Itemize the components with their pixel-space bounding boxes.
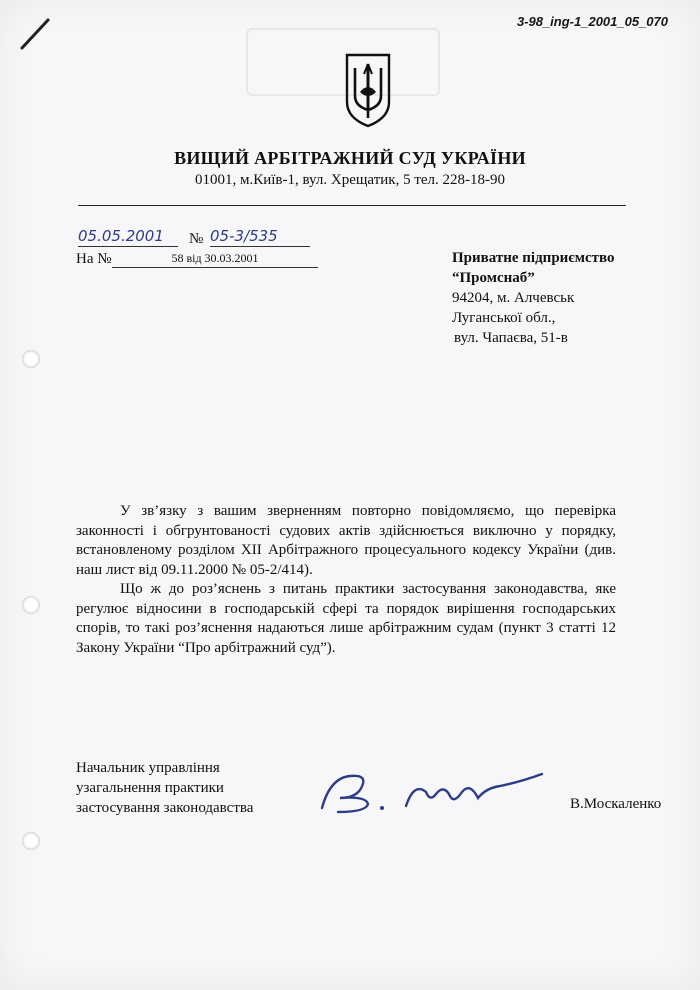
recipient-address-line3: вул. Чапаєва, 51-в — [454, 330, 568, 346]
outgoing-date: 05.05.2001 — [78, 227, 178, 247]
incoming-ref-value: 58 від 30.03.2001 — [112, 251, 318, 268]
punch-hole — [22, 350, 40, 368]
outgoing-number-label: № — [189, 231, 204, 247]
signer-title — [76, 758, 253, 818]
signer-name: В.Москаленко — [570, 796, 662, 812]
incoming-ref-label: На № — [76, 251, 112, 267]
trident-coat-of-arms-icon — [343, 52, 393, 128]
signer-title-line2: узагальнення практики — [76, 780, 224, 796]
pen-stroke-mark — [16, 14, 56, 54]
header-divider — [78, 205, 626, 206]
court-name: ВИЩИЙ АРБІТРАЖНИЙ СУД УКРАЇНИ — [174, 148, 526, 168]
letter-body — [76, 502, 616, 658]
punch-hole — [22, 832, 40, 850]
court-address: 01001, м.Київ-1, вул. Хрещатик, 5 тел. 228-18-90 — [194, 172, 506, 188]
recipient-block — [452, 248, 615, 348]
recipient-name-line1: Приватне підприємство — [452, 250, 615, 266]
recipient-address-line2: Луганської обл., — [452, 310, 556, 326]
outgoing-number: 05-3/535 — [210, 227, 310, 247]
recipient-address-line1: 94204, м. Алчевськ — [452, 290, 575, 306]
body-paragraph-1: У зв’язку з вашим зверненням повторно повідомляємо, що перевірка законності і обгрунтованості судових актів здійснюється виключно у порядку, встановленому розділом XII Арбітражного процесуального кодексу України (див. наш лист від 09.11.2000 № 05-2/414). — [76, 503, 616, 578]
signer-title-line3: застосування законодавства — [76, 800, 254, 816]
recipient-name-line2: “Промснаб” — [452, 270, 535, 286]
handwritten-signature — [310, 768, 570, 818]
punch-hole — [22, 596, 40, 614]
body-paragraph-2: Що ж до роз’яснень з питань практики застосування законодавства, яке регулює відносини в господарській сфері та порядок вирішення господарських спорів, то такі роз’яснення надаються лише арбітражним судам (пункт 3 статті 12 Закону України “Про арбітражний суд”). — [76, 581, 616, 656]
reference-code: 3-98_ing-1_2001_05_070 — [516, 14, 668, 29]
signer-title-line1: Начальник управління — [76, 760, 220, 776]
